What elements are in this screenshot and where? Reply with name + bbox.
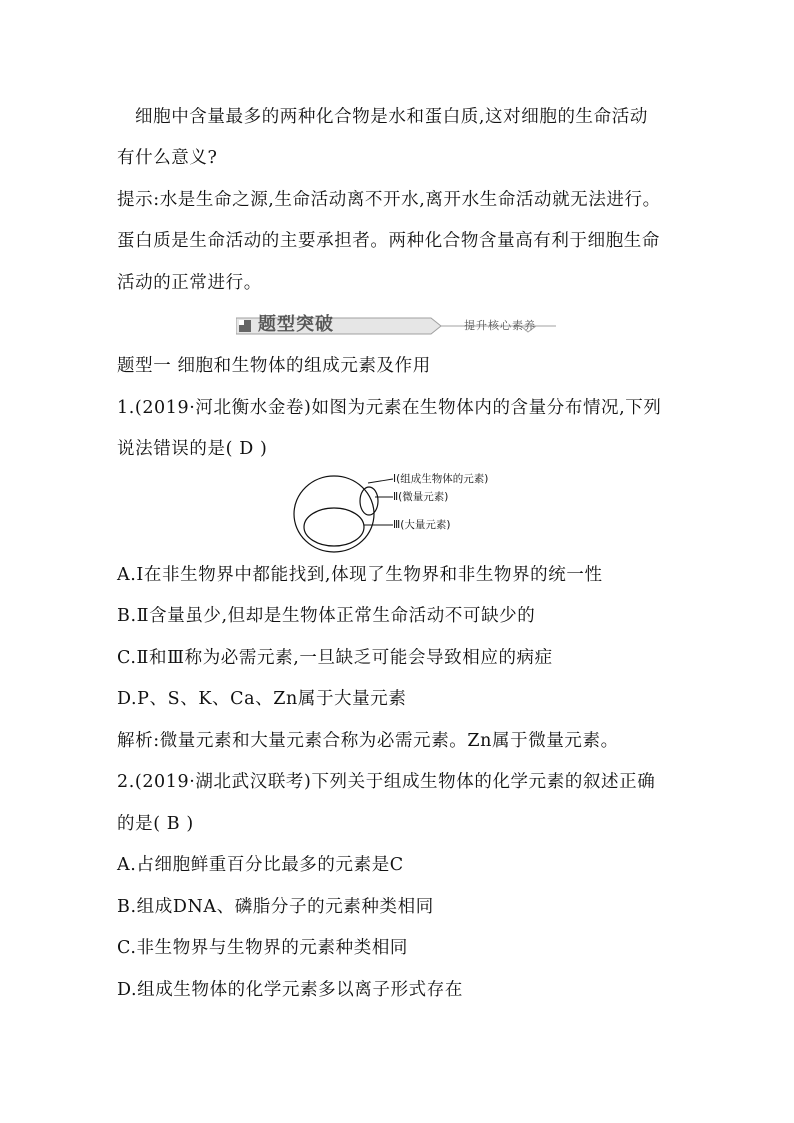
q2-stem-line: 的是( B ) <box>117 814 194 834</box>
q1-option-d: D.P、S、K、Ca、Zn属于大量元素 <box>117 689 407 709</box>
q1-option-a: A.Ⅰ在非生物界中都能找到,体现了生物界和非生物界的统一性 <box>117 565 603 585</box>
diagram-label-2: Ⅱ(微量元素) <box>393 491 449 503</box>
question-line: 有什么意义? <box>117 148 218 168</box>
hint-line: 活动的正常进行。 <box>117 273 262 293</box>
q2-stem-line: 2.(2019·湖北武汉联考)下列关于组成生物体的化学元素的叙述正确 <box>117 772 656 792</box>
trace-ellipse <box>360 487 378 515</box>
q2-option-d: D.组成生物体的化学元素多以离子形式存在 <box>117 980 463 1000</box>
diagram-label-1: Ⅰ(组成生物体的元素) <box>393 473 489 485</box>
banner-square-icon <box>239 320 251 332</box>
section-banner <box>236 313 556 339</box>
leader-line-1 <box>368 479 393 483</box>
section-heading: 题型一 细胞和生物体的组成元素及作用 <box>117 356 431 376</box>
question-line: 细胞中含量最多的两种化合物是水和蛋白质,这对细胞的生命活动 <box>135 107 648 127</box>
banner-subtitle: 提升核心素养 <box>464 319 536 332</box>
q1-stem-line: 1.(2019·河北衡水金卷)如图为元素在生物体内的含量分布情况,下列 <box>117 398 662 418</box>
banner-title: 题型突破 <box>258 314 334 335</box>
outer-ellipse <box>294 476 374 552</box>
q2-option-b: B.组成DNA、磷脂分子的元素种类相同 <box>117 897 434 917</box>
hint-line: 蛋白质是生命活动的主要承担者。两种化合物含量高有利于细胞生命 <box>117 231 660 251</box>
element-venn-diagram <box>293 470 513 554</box>
q1-option-c: C.Ⅱ和Ⅲ称为必需元素,一旦缺乏可能会导致相应的病症 <box>117 648 553 668</box>
major-ellipse <box>304 508 364 546</box>
q1-option-b: B.Ⅱ含量虽少,但却是生物体正常生命活动不可缺少的 <box>117 606 536 626</box>
q1-analysis: 解析:微量元素和大量元素合称为必需元素。Zn属于微量元素。 <box>117 731 619 751</box>
diagram-label-3: Ⅲ(大量元素) <box>393 519 451 531</box>
q2-option-c: C.非生物界与生物界的元素种类相同 <box>117 938 409 958</box>
q2-option-a: A.占细胞鲜重百分比最多的元素是C <box>117 855 404 875</box>
q1-stem-line: 说法错误的是( D ) <box>117 439 268 459</box>
hint-line: 提示:水是生命之源,生命活动离不开水,离开水生命活动就无法进行。 <box>117 190 661 210</box>
